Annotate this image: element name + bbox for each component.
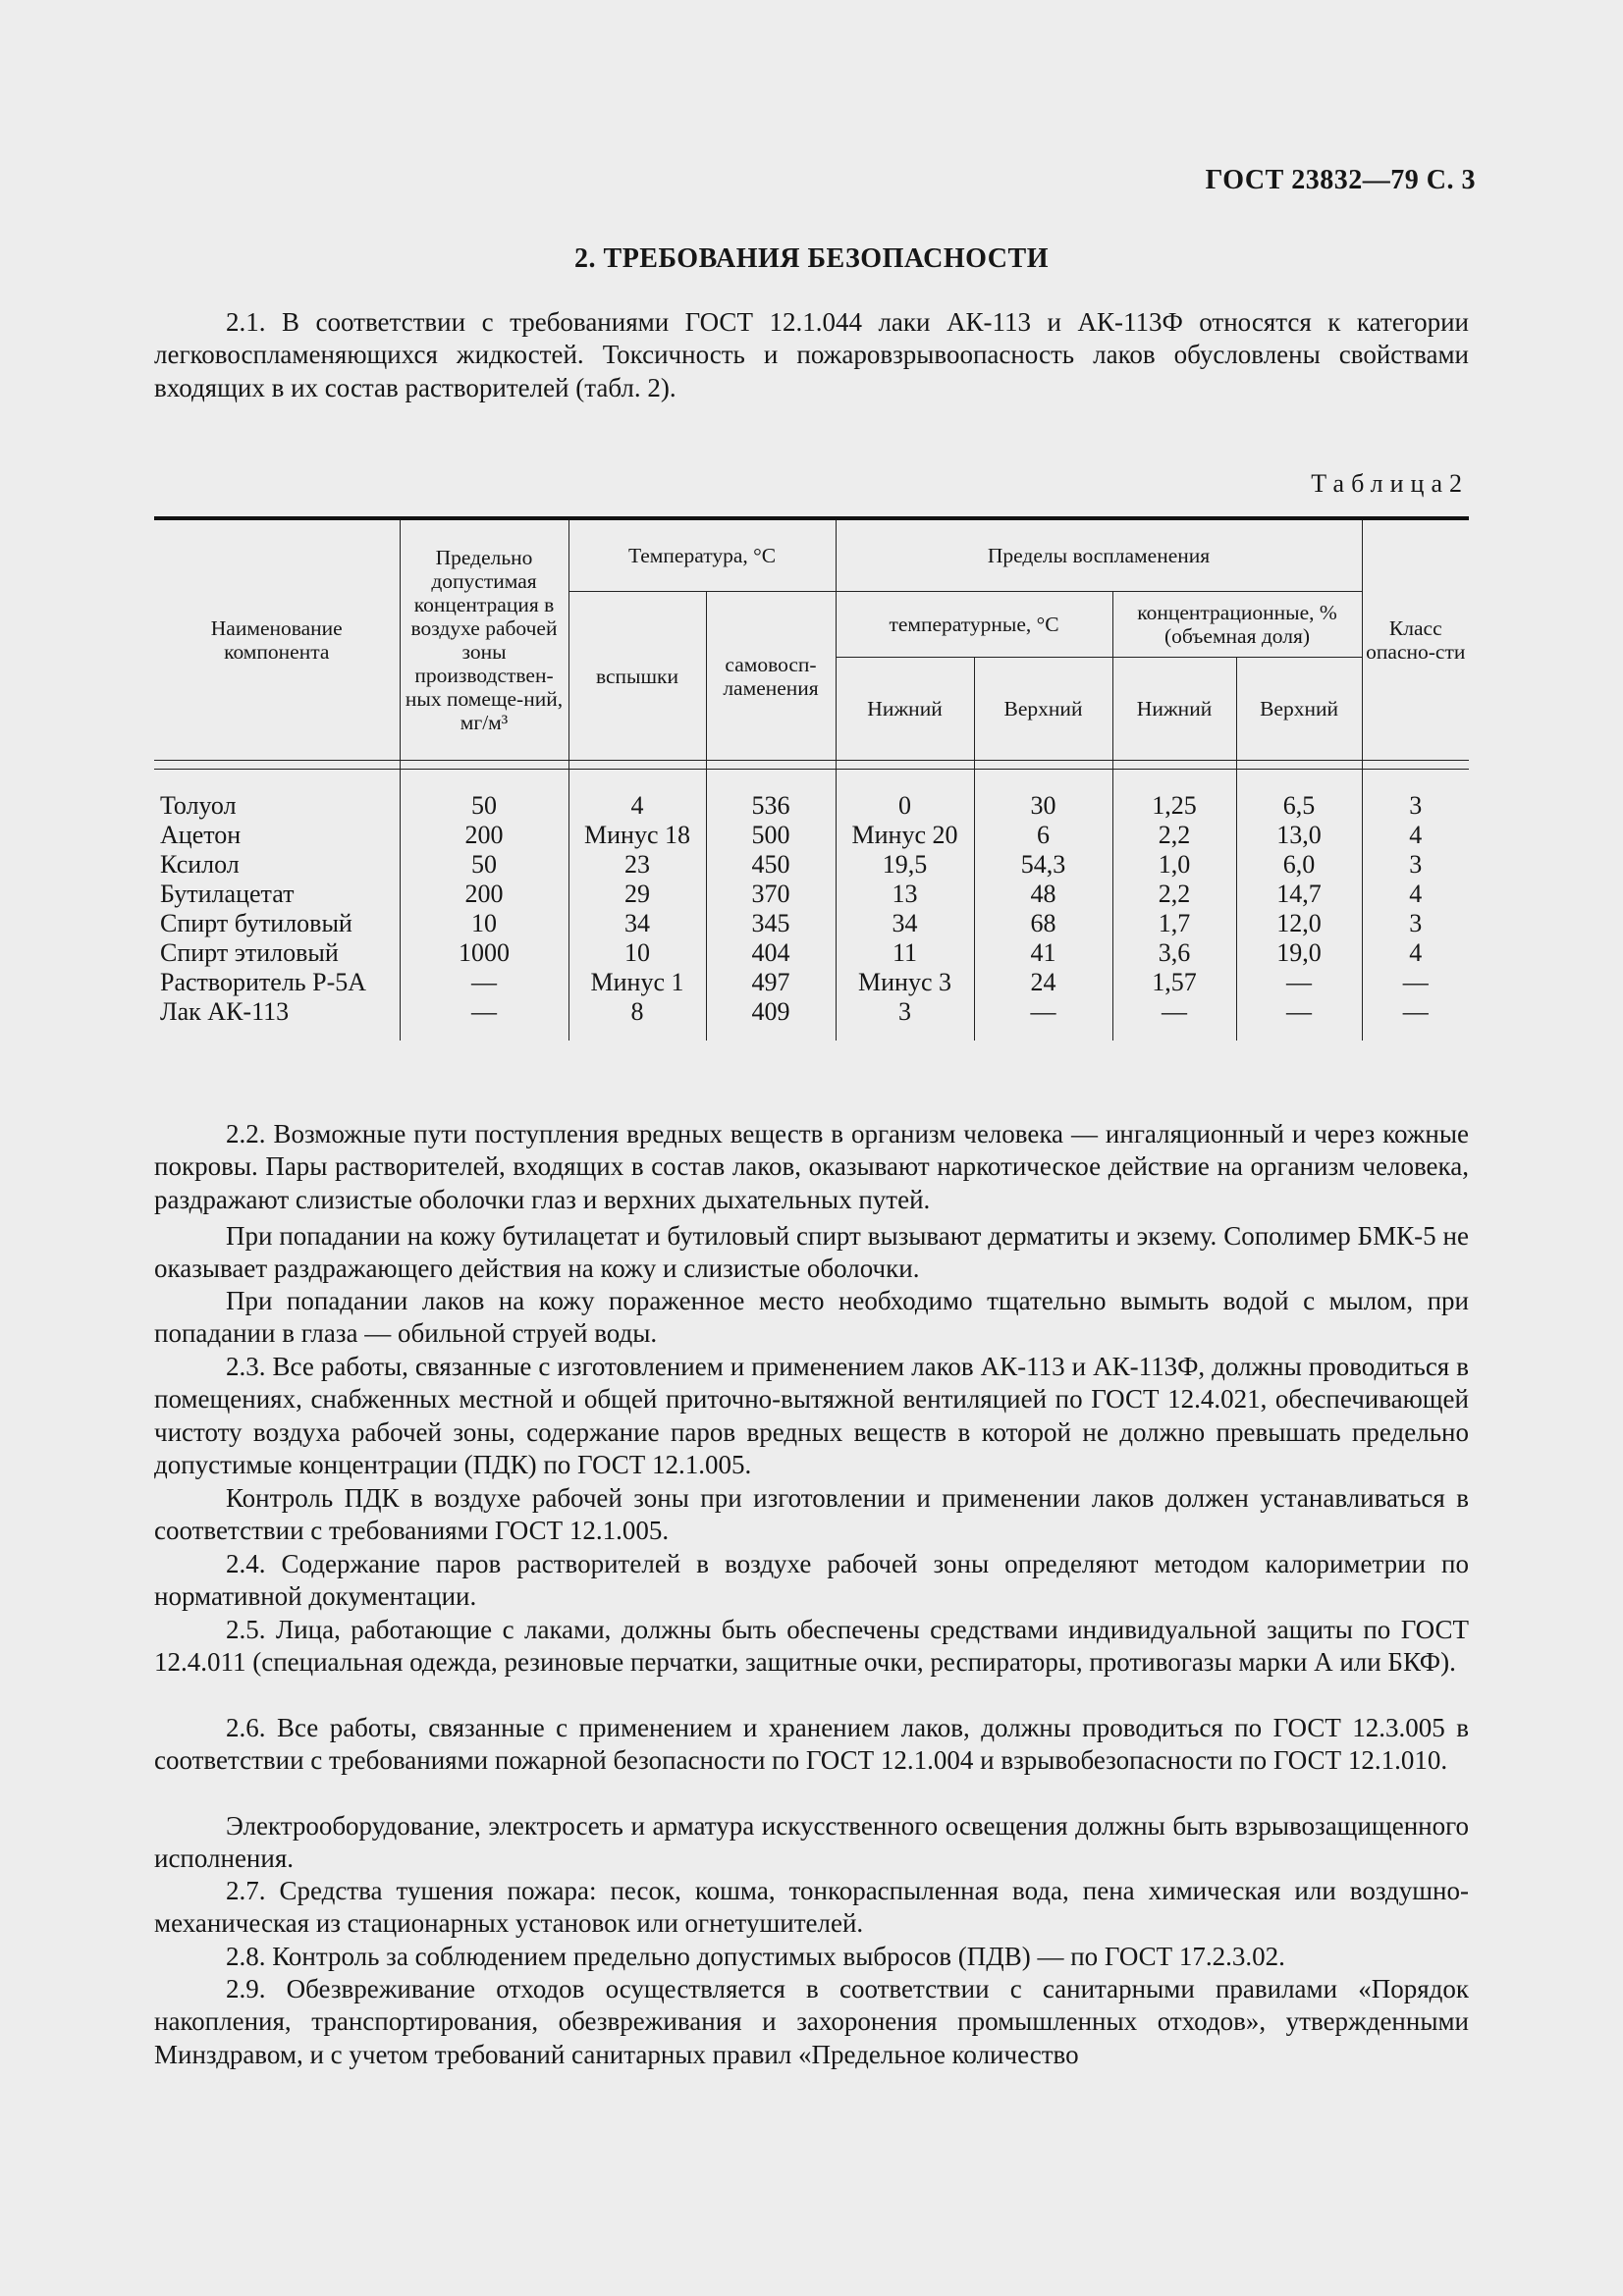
cell-flash: 10 <box>568 938 706 968</box>
cell-upper-temp: 24 <box>974 968 1112 997</box>
cell-flash: 4 <box>568 791 706 821</box>
cell-pdk: 200 <box>400 821 568 850</box>
cell-upper-conc: — <box>1236 997 1362 1041</box>
table-row <box>154 821 1469 850</box>
paragraph-2-5: 2.5. Лица, работающие с лаками, должны быть обеспечены средствами индивидуальной защиты по ГОСТ 12.4.011 (специальная одежда, резиновые перчатки, защитные очки, респираторы, противогазы марки А или БКФ). <box>154 1615 1469 1678</box>
cell-upper-temp: 41 <box>974 938 1112 968</box>
table-row <box>154 968 1469 997</box>
cell-lower-conc: — <box>1112 997 1236 1041</box>
cell-lower-conc: 1,0 <box>1112 850 1236 880</box>
paragraph-pdk-control: Контроль ПДК в воздухе рабочей зоны при изготовлении и применении лаков должен устанавливаться в соответствии с требованиями ГОСТ 12.1.005. <box>154 1483 1469 1546</box>
cell-lower-temp: 13 <box>836 880 974 909</box>
page-header: ГОСТ 23832—79 С. 3 <box>1205 165 1476 195</box>
header-lower-conc: Нижний <box>1112 658 1236 761</box>
table-row <box>154 880 1469 909</box>
paragraph-electrical: Электрооборудование, электросеть и арматура искусственного освещения должны быть взрывозащищенного исполнения. <box>154 1811 1469 1874</box>
cell-upper-conc: 14,7 <box>1236 880 1362 909</box>
cell-upper-temp: 68 <box>974 909 1112 938</box>
table-row <box>154 997 1469 1041</box>
cell-upper-conc: — <box>1236 968 1362 997</box>
cell-autoignition: 497 <box>706 968 836 997</box>
cell-flash: Минус 18 <box>568 821 706 850</box>
section-title: 2. ТРЕБОВАНИЯ БЕЗОПАСНОСТИ <box>574 243 1049 274</box>
cell-class: — <box>1362 997 1469 1041</box>
cell-upper-conc: 6,5 <box>1236 791 1362 821</box>
cell-autoignition: 450 <box>706 850 836 880</box>
cell-pdk: 200 <box>400 880 568 909</box>
cell-flash: 23 <box>568 850 706 880</box>
cell-upper-temp: 54,3 <box>974 850 1112 880</box>
cell-class: 3 <box>1362 791 1469 821</box>
cell-lower-conc: 3,6 <box>1112 938 1236 968</box>
cell-upper-conc: 19,0 <box>1236 938 1362 968</box>
header-upper-temp: Верхний <box>974 658 1112 761</box>
table-body <box>154 791 1469 1041</box>
cell-upper-conc: 6,0 <box>1236 850 1362 880</box>
table-row <box>154 938 1469 968</box>
cell-class: 4 <box>1362 821 1469 850</box>
header-lower-temp: Нижний <box>836 658 974 761</box>
cell-lower-temp: 34 <box>836 909 974 938</box>
cell-autoignition: 409 <box>706 997 836 1041</box>
cell-name: Растворитель Р-5А <box>160 968 367 996</box>
cell-class: 4 <box>1362 938 1469 968</box>
cell-autoignition: 370 <box>706 880 836 909</box>
cell-pdk: 50 <box>400 850 568 880</box>
header-temp-limits: температурные, °С <box>836 592 1112 658</box>
cell-pdk: 1000 <box>400 938 568 968</box>
cell-lower-temp: 11 <box>836 938 974 968</box>
table-row <box>154 850 1469 880</box>
cell-lower-temp: 0 <box>836 791 974 821</box>
components-table <box>154 516 1469 1041</box>
paragraph-2-3: 2.3. Все работы, связанные с изготовлением и применением лаков АК-113 и АК-113Ф, должны проводиться в помещениях, снабженных местной и общей приточно-вытяжной вентиляцией по ГОСТ 12.4.021, обеспечивающей чистоту воздуха рабочей зоны, содержание паров вредных веществ в которой не должно превышать предельно допустимые концентрации (ПДК) по ГОСТ 12.1.005. <box>154 1352 1469 1479</box>
cell-lower-conc: 1,57 <box>1112 968 1236 997</box>
cell-name: Ксилол <box>160 850 240 879</box>
cell-flash: 29 <box>568 880 706 909</box>
cell-class: 3 <box>1362 850 1469 880</box>
table-row <box>154 791 1469 821</box>
paragraph-2-7: 2.7. Средства тушения пожара: песок, кошма, тонкораспыленная вода, пена химическая или воздушно-механическая из стационарных установок или огнетушителей. <box>154 1876 1469 1939</box>
paragraph-2-6: 2.6. Все работы, связанные с применением и хранением лаков, должны проводиться по ГОСТ 12.3.005 в соответствии с требованиями пожарной безопасности по ГОСТ 12.1.004 и взрывобезопасности по ГОСТ 12.1.010. <box>154 1713 1469 1776</box>
header-temperature: Температура, °С <box>568 518 836 592</box>
paragraph-2-2: 2.2. Возможные пути поступления вредных веществ в организм человека — ингаляционный и через кожные покровы. Пары растворителей, входящих в состав лаков, оказывают наркотическое действие на организм человека, раздражают слизистые оболочки глаз и верхних дыхательных путей. <box>154 1119 1469 1214</box>
cell-lower-conc: 2,2 <box>1112 821 1236 850</box>
header-hazard-class: Класс опасно-сти <box>1362 518 1469 761</box>
cell-name: Спирт бутиловый <box>160 909 352 937</box>
table-caption: Таблица2 <box>1311 469 1469 498</box>
cell-flash: Минус 1 <box>568 968 706 997</box>
cell-autoignition: 500 <box>706 821 836 850</box>
cell-lower-temp: 3 <box>836 997 974 1041</box>
cell-pdk: — <box>400 997 568 1041</box>
header-upper-conc: Верхний <box>1236 658 1362 761</box>
paragraph-2-8: 2.8. Контроль за соблюдением предельно допустимых выбросов (ПДВ) — по ГОСТ 17.2.3.02. <box>226 1942 1285 1971</box>
cell-pdk: 10 <box>400 909 568 938</box>
cell-upper-temp: — <box>974 997 1112 1041</box>
cell-upper-temp: 30 <box>974 791 1112 821</box>
cell-upper-temp: 48 <box>974 880 1112 909</box>
cell-pdk: 50 <box>400 791 568 821</box>
cell-name: Ацетон <box>160 821 242 849</box>
cell-autoignition: 536 <box>706 791 836 821</box>
paragraph-2-9: 2.9. Обезвреживание отходов осуществляется в соответствии с санитарными правилами «Порядок накопления, транспортирования, обезвреживания и захоронения промышленных отходов», утвержденными Минздравом, и с учетом требований санитарных правил «Предельное количество <box>154 1974 1469 2069</box>
cell-class: — <box>1362 968 1469 997</box>
cell-name: Толуол <box>160 791 237 820</box>
cell-class: 3 <box>1362 909 1469 938</box>
cell-upper-temp: 6 <box>974 821 1112 850</box>
cell-name: Лак АК-113 <box>160 997 290 1026</box>
cell-name: Спирт этиловый <box>160 938 339 967</box>
paragraph-first-aid: При попадании лаков на кожу пораженное место необходимо тщательно вымыть водой с мылом, при попадании в глаза — обильной струей воды. <box>154 1286 1469 1349</box>
cell-lower-conc: 1,7 <box>1112 909 1236 938</box>
header-pdk: Предельно допустимая концентрация в воздухе рабочей зоны производствен-ных помеще-ний, мг/м³ <box>400 518 568 761</box>
cell-flash: 8 <box>568 997 706 1041</box>
header-conc-limits: концентрационные, % (объемная доля) <box>1112 592 1362 658</box>
cell-lower-temp: Минус 20 <box>836 821 974 850</box>
cell-lower-temp: Минус 3 <box>836 968 974 997</box>
cell-class: 4 <box>1362 880 1469 909</box>
cell-lower-conc: 1,25 <box>1112 791 1236 821</box>
cell-upper-conc: 13,0 <box>1236 821 1362 850</box>
cell-autoignition: 345 <box>706 909 836 938</box>
header-flash: вспышки <box>568 592 706 761</box>
intro-paragraph: 2.1. В соответствии с требованиями ГОСТ 12.1.044 лаки АК-113 и АК-113Ф относятся к категории легковоспламеняющихся жидкостей. Токсичность и пожаровзрывоопасность лаков обусловлены свойствами входящих в их состав растворителей (табл. 2). <box>154 307 1469 402</box>
header-ignition-limits: Пределы воспламенения <box>836 518 1362 592</box>
cell-lower-conc: 2,2 <box>1112 880 1236 909</box>
cell-autoignition: 404 <box>706 938 836 968</box>
cell-flash: 34 <box>568 909 706 938</box>
paragraph-2-4: 2.4. Содержание паров растворителей в воздухе рабочей зоны определяют методом калориметрии по нормативной документации. <box>154 1549 1469 1612</box>
paragraph-skin-contact: При попадании на кожу бутилацетат и бутиловый спирт вызывают дерматиты и экзему. Сополимер БМК-5 не оказывает раздражающего действия на кожу и слизистые оболочки. <box>154 1221 1469 1284</box>
header-autoignition: самовосп-ламенения <box>706 592 836 761</box>
header-name: Наименование компонента <box>154 518 400 761</box>
cell-upper-conc: 12,0 <box>1236 909 1362 938</box>
table-row <box>154 909 1469 938</box>
cell-lower-temp: 19,5 <box>836 850 974 880</box>
cell-pdk: — <box>400 968 568 997</box>
cell-name: Бутилацетат <box>160 880 295 908</box>
